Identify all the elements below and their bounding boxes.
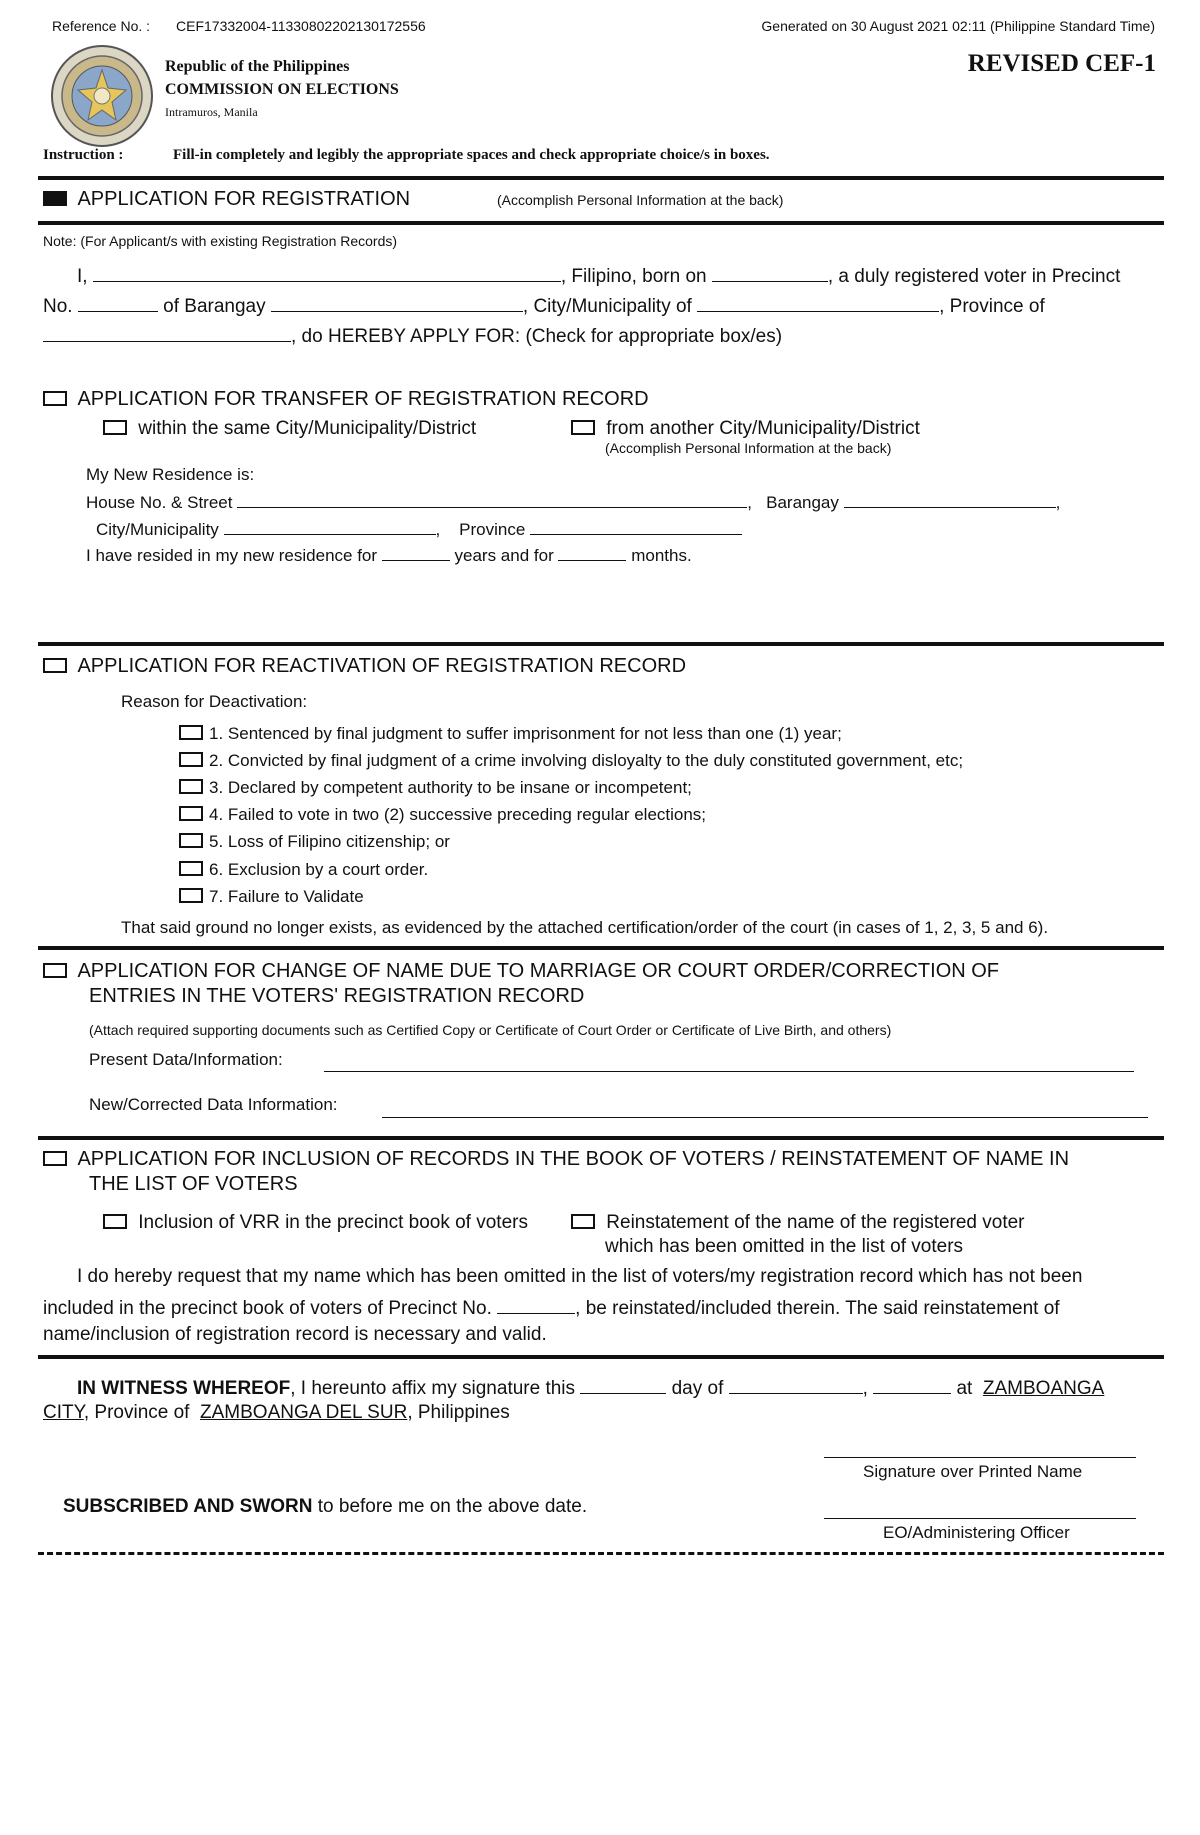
instruction-text: Fill-in completely and legibly the appropriate spaces and check appropriate choice/s in boxes. <box>173 147 770 163</box>
new-barangay-label: Barangay <box>766 493 839 512</box>
transfer-option-other <box>571 418 920 440</box>
reactivation-checkbox[interactable] <box>43 658 67 673</box>
registration-line-2 <box>43 293 1045 318</box>
city-province-row: City/Municipality , Province <box>96 516 742 540</box>
witness-line-1: IN WITNESS WHEREOF, I hereunto affix my signature this day of , at ZAMBOANGA <box>77 1375 1104 1400</box>
months-label: months. <box>631 546 692 565</box>
text-barangay: of Barangay <box>163 296 266 317</box>
reason-item <box>179 724 842 744</box>
inclusion-option <box>103 1212 528 1234</box>
form-code: REVISED CEF-1 <box>967 50 1156 77</box>
reason-item <box>179 778 692 798</box>
sworn-text: to before me on the above date. <box>317 1496 588 1517</box>
divider <box>38 946 1164 950</box>
new-data-field[interactable] <box>382 1117 1148 1118</box>
divider <box>38 1355 1164 1359</box>
year-field[interactable] <box>873 1375 951 1394</box>
house-street-field[interactable] <box>237 489 747 508</box>
years-label: years and for <box>454 546 554 565</box>
inclusion-title-2: THE LIST OF VOTERS <box>89 1173 298 1195</box>
inclusion-para-1: I do hereby request that my name which has been omitted in the list of voters/my registration record which has not been <box>77 1266 1083 1287</box>
reason-3-checkbox[interactable] <box>179 779 203 794</box>
reason-item <box>179 860 428 880</box>
precinct-no-field[interactable] <box>78 293 158 312</box>
reason-7-checkbox[interactable] <box>179 888 203 903</box>
officer-signature-field[interactable] <box>824 1518 1136 1519</box>
province-of-text: , Province of <box>83 1402 190 1423</box>
commission-label: COMMISSION ON ELECTIONS <box>165 81 399 98</box>
reinstatement-label-1: Reinstatement of the name of the registered voter <box>606 1212 1025 1233</box>
reason-5-checkbox[interactable] <box>179 833 203 848</box>
location-label: Intramuros, Manila <box>165 105 258 119</box>
house-street-label: House No. & Street <box>86 493 233 512</box>
new-residence-label: My New Residence is: <box>86 465 255 484</box>
registration-line-3 <box>43 323 782 348</box>
divider <box>38 1136 1164 1140</box>
applicant-name-field[interactable] <box>93 263 561 282</box>
reason-6-label: 6. Exclusion by a court order. <box>209 860 429 879</box>
text-born-on: , Filipino, born on <box>560 266 707 287</box>
transfer-option-same <box>103 418 476 440</box>
new-city-label: City/Municipality <box>96 520 219 539</box>
inclusion-precinct-field[interactable] <box>497 1295 575 1314</box>
reference-label: Reference No. : <box>52 18 151 34</box>
change-name-title-1: APPLICATION FOR CHANGE OF NAME DUE TO MARRIAGE OR COURT ORDER/CORRECTION OF <box>77 960 1000 982</box>
reason-6-checkbox[interactable] <box>179 861 203 876</box>
inclusion-vrr-checkbox[interactable] <box>103 1214 127 1229</box>
residency-row <box>86 542 692 566</box>
change-name-title-2: ENTRIES IN THE VOTERS' REGISTRATION RECORD <box>89 985 585 1007</box>
registration-note: (Accomplish Personal Information at the back) <box>497 192 784 208</box>
at-text: at <box>956 1378 973 1399</box>
reactivation-title: APPLICATION FOR REACTIVATION OF REGISTRATION RECORD <box>77 655 687 677</box>
text-registered-voter: , a duly registered voter in Precinct <box>827 266 1121 287</box>
reason-4-label: 4. Failed to vote in two (2) successive preceding regular elections; <box>209 805 707 824</box>
months-field[interactable] <box>558 542 626 561</box>
registration-checkbox[interactable] <box>43 191 67 206</box>
reason-label: Reason for Deactivation: <box>121 692 308 711</box>
registration-section <box>43 188 410 211</box>
text-i: I, <box>77 266 88 287</box>
transfer-checkbox[interactable] <box>43 391 67 406</box>
instruction-label: Instruction : <box>43 147 124 163</box>
reason-1-label: 1. Sentenced by final judgment to suffer imprisonment for not less than one (1) year; <box>209 724 842 743</box>
reason-5-label: 5. Loss of Filipino citizenship; or <box>209 832 450 851</box>
reason-item <box>179 887 364 907</box>
signature-field[interactable] <box>824 1457 1136 1458</box>
day-of-text: day of <box>671 1378 724 1399</box>
attach-note: (Attach required supporting documents such as Certified Copy or Certificate of Court Order or Certificate of Live Birth, and others) <box>89 1022 892 1038</box>
reason-item <box>179 751 963 771</box>
transfer-other-note: (Accomplish Personal Information at the back) <box>605 440 892 456</box>
house-street-row: House No. & Street , Barangay , <box>86 489 1060 513</box>
city-field[interactable] <box>697 293 939 312</box>
divider <box>38 642 1164 646</box>
reactivation-footer: That said ground no longer exists, as evidenced by the attached certification/order of the court (in cases of 1, 2, 3, 5 and 6). <box>121 918 1049 937</box>
text-city: , City/Municipality of <box>522 296 692 317</box>
inclusion-para-2 <box>43 1295 1060 1320</box>
cut-line <box>38 1552 1164 1555</box>
reinstatement-label-2: which has been omitted in the list of voters <box>605 1236 964 1257</box>
reason-1-checkbox[interactable] <box>179 725 203 740</box>
province-value: ZAMBOANGA DEL SUR <box>200 1402 408 1423</box>
transfer-same-checkbox[interactable] <box>103 420 127 435</box>
transfer-other-checkbox[interactable] <box>571 420 595 435</box>
inclusion-checkbox[interactable] <box>43 1151 67 1166</box>
inclusion-reinstated-text: , be reinstated/included therein. The said reinstatement of <box>575 1298 1060 1319</box>
divider <box>38 176 1164 180</box>
reinstatement-checkbox[interactable] <box>571 1214 595 1229</box>
inclusion-precinct-text: included in the precinct book of voters of Precinct No. <box>43 1298 492 1319</box>
comelec-seal-icon <box>50 44 154 148</box>
text-apply-for: , do HEREBY APPLY FOR: (Check for appropriate box/es) <box>291 326 783 347</box>
new-data-label: New/Corrected Data Information: <box>89 1095 338 1114</box>
present-data-field[interactable] <box>324 1071 1134 1072</box>
reason-3-label: 3. Declared by competent authority to be insane or incompetent; <box>209 778 692 797</box>
city-value: ZAMBOANGA <box>982 1378 1105 1399</box>
day-field[interactable] <box>580 1375 666 1394</box>
reinstatement-option <box>571 1212 1025 1234</box>
city-value-cont: CITY <box>43 1402 84 1423</box>
transfer-section <box>43 388 649 411</box>
transfer-title: APPLICATION FOR TRANSFER OF REGISTRATION RECORD <box>77 388 649 410</box>
divider <box>38 221 1164 225</box>
barangay-field[interactable] <box>271 293 523 312</box>
signature-label: Signature over Printed Name <box>863 1462 1083 1481</box>
sworn-bold: SUBSCRIBED AND SWORN <box>63 1496 313 1517</box>
years-field[interactable] <box>382 542 450 561</box>
reference-number: CEF17332004-11330802202130172556 <box>176 18 426 34</box>
new-barangay-field[interactable] <box>844 489 1056 508</box>
new-city-field[interactable] <box>224 516 436 535</box>
republic-label: Republic of the Philippines <box>165 58 350 75</box>
text-no: No. <box>43 296 73 317</box>
officer-label: EO/Administering Officer <box>883 1523 1070 1542</box>
text-province: , Province of <box>939 296 1045 317</box>
month-field[interactable] <box>729 1375 863 1394</box>
registration-line-1 <box>77 263 1120 288</box>
witness-text: , I hereunto affix my signature this <box>290 1378 576 1399</box>
transfer-same-label: within the same City/Municipality/District <box>138 418 477 439</box>
change-name-section <box>43 960 999 983</box>
reactivation-section <box>43 655 686 678</box>
inclusion-section <box>43 1148 1069 1171</box>
witness-line-2 <box>43 1402 510 1424</box>
generated-timestamp: Generated on 30 August 2021 02:11 (Philippine Standard Time) <box>761 18 1155 34</box>
resided-label: I have resided in my new residence for <box>86 546 378 565</box>
birth-date-field[interactable] <box>712 263 828 282</box>
present-data-label: Present Data/Information: <box>89 1050 283 1069</box>
inclusion-vrr-label: Inclusion of VRR in the precinct book of voters <box>138 1212 528 1233</box>
new-province-field[interactable] <box>530 516 742 535</box>
reason-item <box>179 832 450 852</box>
new-province-label: Province <box>459 520 526 539</box>
reason-item <box>179 805 706 825</box>
inclusion-title-1: APPLICATION FOR INCLUSION OF RECORDS IN THE BOOK OF VOTERS / REINSTATEMENT OF NAME IN <box>77 1148 1070 1170</box>
province-field[interactable] <box>43 323 291 342</box>
reason-4-checkbox[interactable] <box>179 806 203 821</box>
reason-7-label: 7. Failure to Validate <box>209 887 364 906</box>
witness-bold: IN WITNESS WHEREOF <box>77 1378 291 1399</box>
sworn-line <box>63 1496 587 1518</box>
transfer-other-label: from another City/Municipality/District <box>606 418 920 439</box>
inclusion-para-3: name/inclusion of registration record is necessary and valid. <box>43 1324 547 1345</box>
existing-records-note: Note: (For Applicant/s with existing Registration Records) <box>43 233 398 249</box>
reason-2-checkbox[interactable] <box>179 752 203 767</box>
philippines-text: , Philippines <box>407 1402 510 1423</box>
reason-2-label: 2. Convicted by final judgment of a crime involving disloyalty to the duly constituted government, etc; <box>209 751 964 770</box>
change-name-checkbox[interactable] <box>43 963 67 978</box>
registration-title: APPLICATION FOR REGISTRATION <box>77 188 411 210</box>
